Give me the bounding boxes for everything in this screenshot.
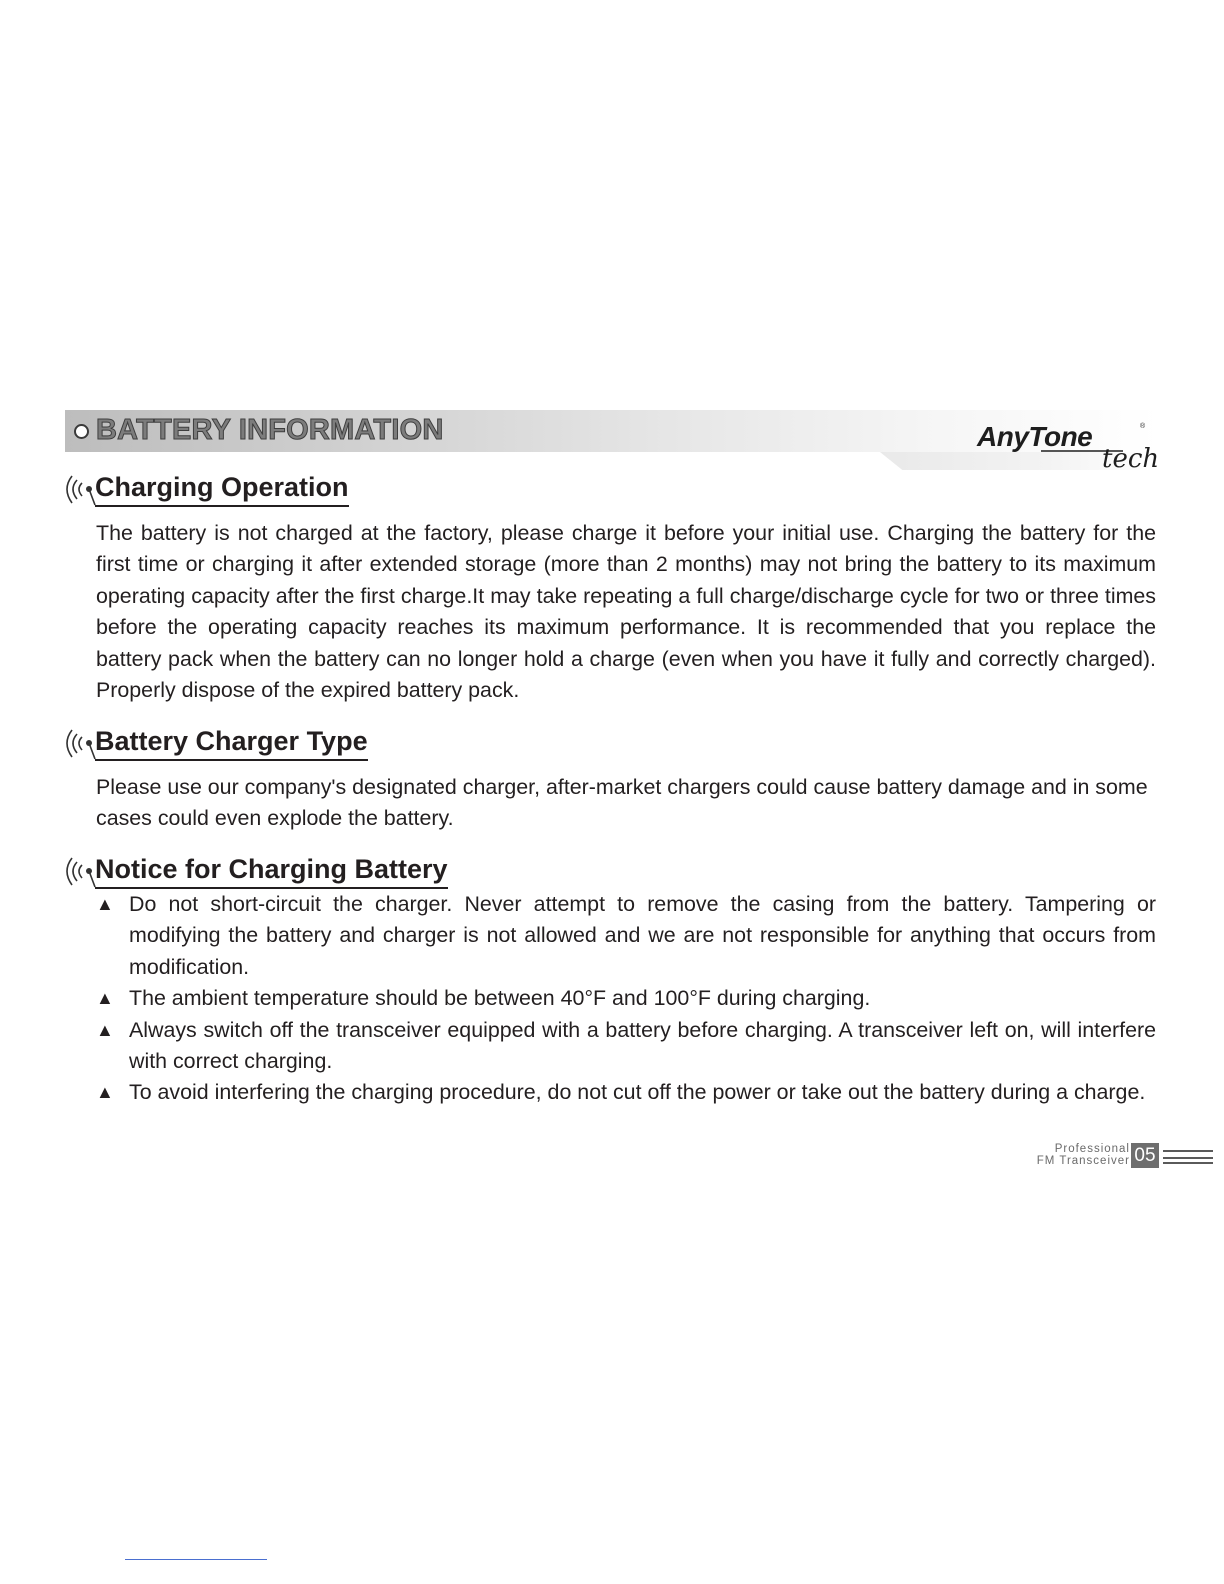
heading-notice-charging bbox=[63, 854, 483, 888]
charging-operation-text: The battery is not charged at the factory, please charge it before your initial use. Charging the battery for the first time or charging it after extended storage (more than 2 months) may not bring the battery to its maximum operating capacity after the first charge.It may take repeating a full charge/discharge cycle for two or three times before the operating capacity reaches its maximum performance. It is recommended that you replace the battery pack when the battery can no longer hold a charge (even when you have it fully and correctly charged). Properly dispose of the expired battery pack. bbox=[96, 521, 1156, 703]
heading-charger-type bbox=[63, 726, 403, 760]
triangle-bullet-icon: ▲ bbox=[96, 894, 114, 914]
list-item-text: To avoid interfering the charging procedure, do not cut off the power or take out the battery during a charge. bbox=[129, 1080, 1146, 1105]
list-item-text: Do not short-circuit the charger. Never attempt to remove the casing from the battery. Tampering or modifying the battery and charger is not allowed and we are not responsible for anything that occurs from modification. bbox=[129, 892, 1156, 979]
section-heading: Charging Operation bbox=[95, 472, 349, 507]
footer-label-line2: FM Transceiver bbox=[1036, 1154, 1130, 1167]
signal-waves-icon bbox=[63, 726, 99, 762]
footer-rule bbox=[1163, 1157, 1213, 1159]
svg-text:®: ® bbox=[1140, 423, 1146, 430]
signal-waves-icon bbox=[63, 472, 99, 508]
list-item bbox=[96, 1015, 1156, 1078]
svg-text:AnyTone: AnyTone bbox=[977, 421, 1093, 452]
footer-label-line1: Professional bbox=[1054, 1143, 1130, 1155]
list-item-text: Always switch off the transceiver equipped with a battery before charging. A transceiver left on, will interfere with correct charging. bbox=[129, 1017, 1156, 1074]
triangle-bullet-icon: ▲ bbox=[96, 1019, 114, 1040]
bottom-divider bbox=[125, 1559, 267, 1560]
footer-rule bbox=[1163, 1162, 1213, 1164]
list-item bbox=[96, 983, 1156, 1014]
anytone-logo bbox=[975, 416, 1160, 476]
list-item-text: The ambient temperature should be between 40°F and 100°F during charging. bbox=[129, 986, 871, 1011]
list-item bbox=[96, 1077, 1156, 1108]
triangle-bullet-icon: ▲ bbox=[96, 1082, 114, 1103]
charger-type-text: Please use our company's designated charger, after-market chargers could cause battery damage and in some cases could even explode the battery. bbox=[96, 775, 1148, 831]
heading-charging-operation bbox=[63, 472, 383, 506]
banner-bullet-icon bbox=[74, 424, 89, 439]
notice-list bbox=[96, 889, 1156, 1109]
page-title: BATTERY INFORMATION bbox=[96, 414, 444, 446]
section-heading: Battery Charger Type bbox=[95, 726, 368, 761]
signal-waves-icon bbox=[63, 854, 99, 890]
footer-label bbox=[1000, 1144, 1130, 1167]
svg-text:tech: tech bbox=[1102, 444, 1160, 474]
page-number: 05 bbox=[1131, 1143, 1159, 1168]
list-item bbox=[96, 889, 1156, 983]
section-heading: Notice for Charging Battery bbox=[95, 854, 448, 889]
triangle-bullet-icon: ▲ bbox=[96, 988, 114, 1009]
footer-rule bbox=[1163, 1150, 1213, 1152]
